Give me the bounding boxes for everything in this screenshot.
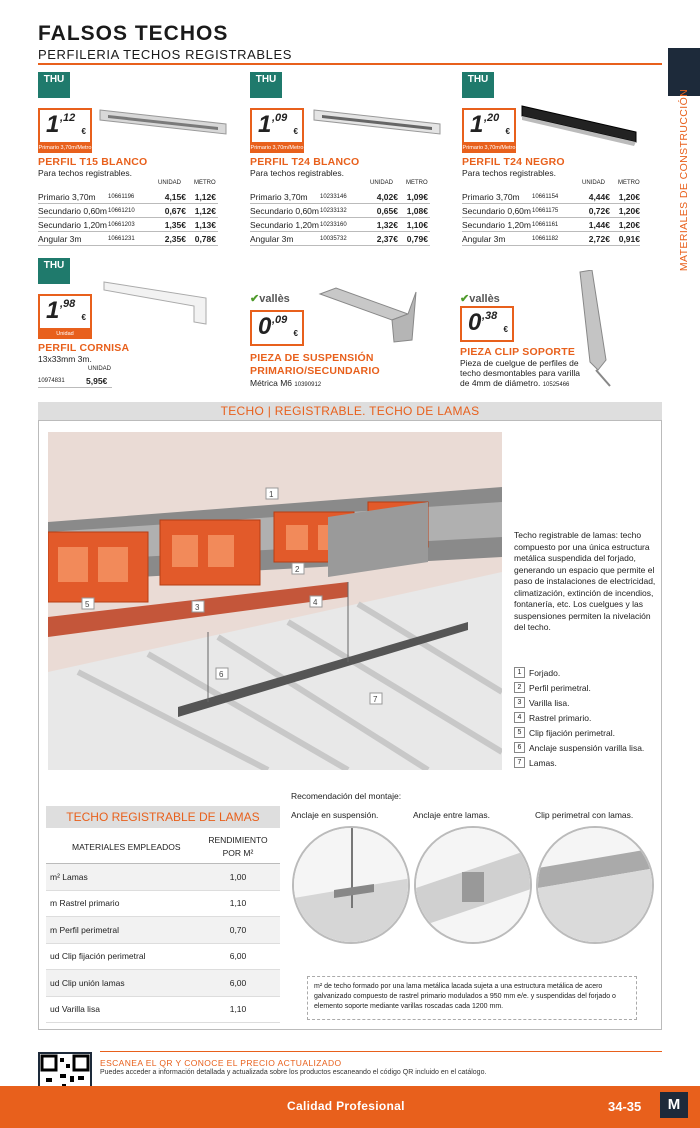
product-card-suspension [250, 280, 455, 390]
product-desc: Para techos registrables. [250, 168, 345, 178]
product-desc: Para techos registrables. [38, 168, 133, 178]
col-unidad: UNIDAD [370, 180, 394, 186]
price-tag: 1 ,20 € [462, 108, 516, 144]
legend-item: 4 Rastrel primario. [514, 710, 656, 725]
table-row: ud Varilla lisa 1,10 [46, 997, 280, 1024]
product-name: PERFIL T24 NEGRO [462, 156, 565, 168]
product-desc: Métrica M6 10390912 [250, 378, 322, 388]
col-unidad: UNIDAD [158, 180, 182, 186]
valles-logo: ✔vallès [460, 293, 500, 305]
table-row: m Perfil perimetral 0,70 [46, 917, 280, 944]
side-category-label: MATERIALES DE CONSTRUCCIÓN [678, 88, 690, 272]
table-row: Secundario 1,20m 10233160 1,32€ 1,10€ [250, 218, 430, 232]
product-name: PIEZA CLIP SOPORTE [460, 346, 576, 358]
col-metro: METRO [406, 180, 428, 186]
valles-logo: ✔vallès [250, 293, 290, 305]
product-card-t24-blanco [250, 72, 455, 250]
table-row: Secundario 0,60m 10233132 0,65€ 1,08€ [250, 204, 430, 218]
brand-logo: M [660, 1092, 688, 1118]
table-row: Primario 3,70m 10661154 4,44€ 1,20€ [462, 190, 640, 204]
table-row: ud Clip fijación perimetral 6,00 [46, 944, 280, 971]
table-row: Primario 3,70m 10661196 4,15€ 1,12€ [38, 190, 218, 204]
price-tag: 1 ,09 € [250, 108, 304, 144]
table-row: Secundario 1,20m 10661203 1,35€ 1,13€ [38, 218, 218, 232]
product-name: PERFIL T15 BLANCO [38, 156, 148, 168]
materials-table [46, 830, 280, 1023]
price-note: Primario 3,70m/Metro [38, 145, 92, 151]
footer-divider [100, 1051, 662, 1052]
legend [514, 665, 656, 770]
mounting-image-2 [414, 826, 532, 944]
product-name: PERFIL CORNISA [38, 342, 130, 354]
product-desc: Para techos registrables. [462, 168, 557, 178]
qr-title: ESCANEA EL QR Y CONOCE EL PRECIO ACTUALIZADO [100, 1058, 342, 1068]
perfil-cornisa-image [102, 276, 212, 326]
footer-tagline: Calidad Profesional [287, 1099, 405, 1113]
price-table [462, 190, 640, 246]
svg-text:6: 6 [219, 670, 224, 679]
page-title: FALSOS TECHOS [38, 22, 229, 45]
svg-text:2: 2 [295, 565, 300, 574]
thu-logo: THU [38, 258, 70, 284]
mounting-label-3: Clip perimetral con lamas. [535, 810, 634, 820]
price-tag: 1 ,12 € [38, 108, 92, 144]
price-tag: 1 ,98 € [38, 294, 92, 330]
table-row: ud Clip unión lamas 6,00 [46, 970, 280, 997]
legend-item: 6 Anclaje suspensión varilla lisa. [514, 740, 656, 755]
perfil-t24-negro-image [520, 102, 640, 152]
ceiling-illustration [48, 432, 502, 770]
svg-text:4: 4 [313, 598, 318, 607]
price-table [250, 190, 430, 246]
price-note: Primario 3,70m/Metro [462, 145, 516, 151]
mounting-note: m² de techo formado por una lama metálica lacada sujeta a una estructura metálica de acero galvanizado compuesto de rastrel primario modulados a 950 mm e/e. y suspendidas del forjado o elemento soporte mediante varillas roscadas cada 1200 mm. [307, 976, 637, 1020]
table-row: 10974831 5,95€ [38, 374, 112, 388]
table-row: Angular 3m 10661182 2,72€ 0,91€ [462, 232, 640, 246]
col-unidad: UNIDAD [88, 366, 112, 372]
table-title: TECHO REGISTRABLE DE LAMAS [46, 806, 280, 828]
legend-item: 2 Perfil perimetral. [514, 680, 656, 695]
thu-logo: THU [38, 72, 70, 98]
pieza-suspension-image [316, 284, 426, 344]
legend-item: 5 Clip fijación perimetral. [514, 725, 656, 740]
svg-text:7: 7 [373, 695, 378, 704]
product-desc: Pieza de cuelgue de perfiles de techo desmontables para varilla de 4mm de diámetro. 10525466 [460, 358, 581, 388]
price-note: Primario 3,70m/Metro [250, 145, 304, 151]
perfil-t24-blanco-image [312, 102, 442, 142]
page-subtitle: PERFILERIA TECHOS REGISTRABLES [38, 47, 292, 62]
qr-text: Puedes acceder a información detallada y actualizada sobre los productos escaneando el código QR incluido en el catálogo. [100, 1069, 487, 1076]
product-name-2: PRIMARIO/SECUNDARIO [250, 365, 380, 377]
price-note: Unidad [38, 330, 92, 339]
product-name: PIEZA DE SUSPENSIÓN [250, 352, 374, 364]
legend-item: 1 Forjado. [514, 665, 656, 680]
page-numbers: 34-35 [608, 1099, 642, 1114]
legend-item: 7 Lamas. [514, 755, 656, 770]
price-tag: 0 ,09 € [250, 310, 304, 346]
mounting-label-2: Anclaje entre lamas. [413, 810, 491, 820]
thu-logo: THU [462, 72, 494, 98]
mounting-label-1: Anclaje en suspensión. [291, 810, 379, 820]
mounting-image-1 [292, 826, 410, 944]
table-row: Secundario 0,60m 10661210 0,67€ 1,12€ [38, 204, 218, 218]
svg-text:1: 1 [269, 490, 274, 499]
mounting-title: Recomendación del montaje: [291, 791, 402, 801]
table-row: Primario 3,70m 10233146 4,02€ 1,09€ [250, 190, 430, 204]
table-row: Secundario 1,20m 10661161 1,44€ 1,20€ [462, 218, 640, 232]
section-description: Techo registrable de lamas: techo compuesto por una única estructura metálica suspendida del forjado, generando un espacio que permite el paso de instalaciones de electricidad, climatización, extinción de incendios, fontanería, etc. Los cuelgues y las suspensiones permiten la nivelación del techo. [514, 530, 656, 632]
product-desc: 13x33mm 3m. [38, 354, 92, 364]
col-metro: METRO [618, 180, 640, 186]
product-card-t15 [38, 72, 243, 250]
mounting-image-3 [536, 826, 654, 944]
header-divider [38, 63, 662, 65]
table-row: m² Lamas 1,00 [46, 864, 280, 891]
product-card-cornisa [38, 258, 243, 394]
legend-item: 3 Varilla lisa. [514, 695, 656, 710]
table-row: Angular 3m 10035732 2,37€ 0,79€ [250, 232, 430, 246]
table-row: m Rastrel primario 1,10 [46, 891, 280, 918]
perfil-t15-image [98, 102, 228, 142]
product-name: PERFIL T24 BLANCO [250, 156, 360, 168]
table-header: MATERIALES EMPLEADOS RENDIMIENTO POR M² [46, 830, 280, 864]
price-tag: 0 ,38 € [460, 306, 514, 342]
col-unidad: UNIDAD [582, 180, 606, 186]
svg-text:5: 5 [85, 600, 90, 609]
section-title: TECHO | REGISTRABLE. TECHO DE LAMAS [38, 402, 662, 420]
table-row: Secundario 0,60m 10661175 0,72€ 1,20€ [462, 204, 640, 218]
price-table [38, 190, 218, 246]
thu-logo: THU [250, 72, 282, 98]
col-metro: METRO [194, 180, 216, 186]
product-card-t24-negro [462, 72, 667, 250]
product-card-clip [460, 280, 665, 390]
svg-text:3: 3 [195, 603, 200, 612]
table-row: Angular 3m 10661231 2,35€ 0,78€ [38, 232, 218, 246]
